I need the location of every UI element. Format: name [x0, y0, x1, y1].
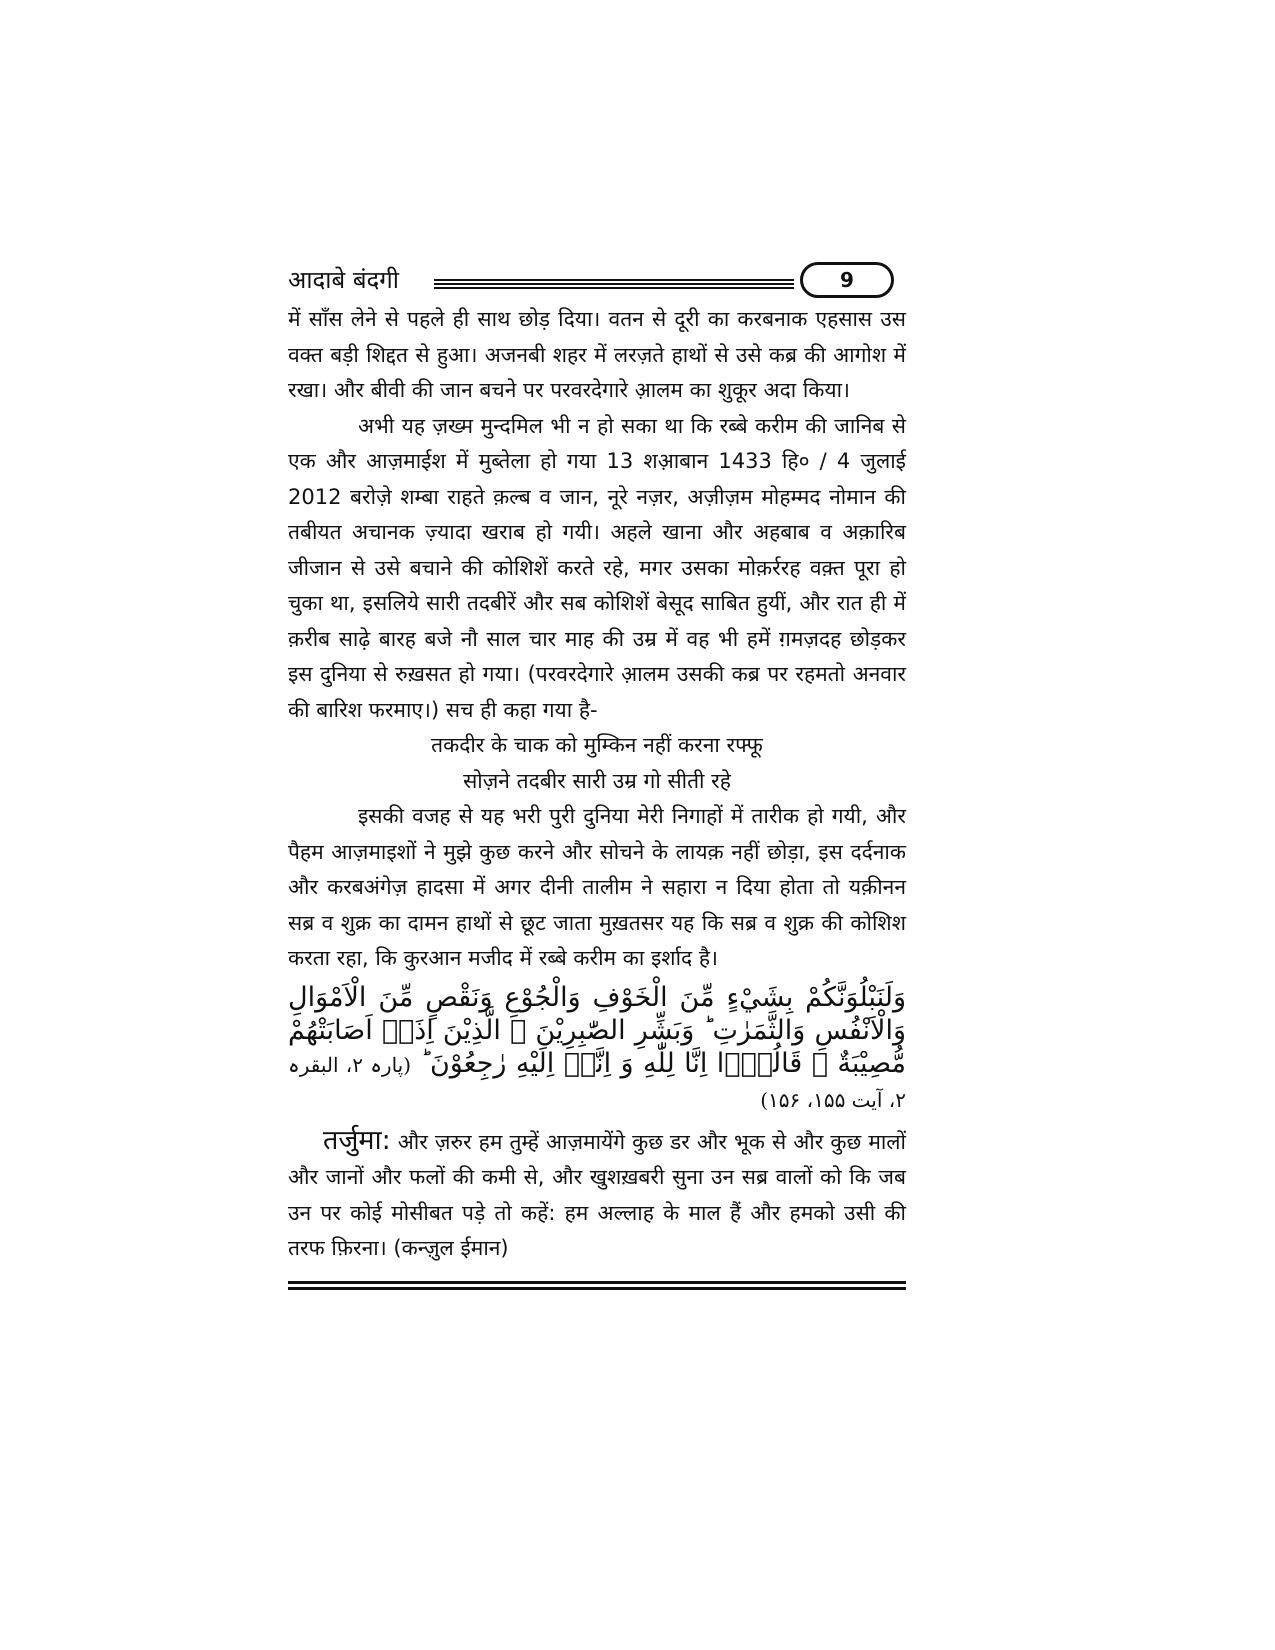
translation-label: तर्जुमा:	[323, 1124, 391, 1156]
page-header	[288, 262, 906, 302]
page-number: 9	[800, 262, 894, 298]
quran-verse	[288, 981, 906, 1117]
verse-reference: (پارہ ۲، البقرہ ۲، آیت ۱۵۵، ۱۵۶)	[288, 1052, 906, 1112]
footer-rule	[288, 1281, 906, 1290]
running-title: आदाबे बंदगी	[288, 266, 399, 294]
translation	[288, 1123, 906, 1267]
book-page	[288, 262, 906, 1293]
paragraph-2: अभी यह ज़ख्म मुन्दमिल भी न हो सका था कि रब्बे करीम की जानिब से एक और आज़माईश में मुब्तेला हो गया 13 शआ़बान 1433 हि० / 4 जुलाई 2012 बरोज़े शम्बा राहते क़ल्ब व जान, नूरे नज़र, अज़ीज़म मोहम्मद नोमान की तबीयत अचानक ज़्यादा खराब हो गयी। अहले खाना और अहबाब व अक़ारिब जीजान से उसे बचाने की कोशिशें करते रहे, मगर उसका मोक़र्ररह वक़्त पूरा हो चुका था, इसलिये सारी तदबीरें और सब कोशिशें बेसूद साबित हुयीं, और रात ही में क़रीब साढ़े बारह बजे नौ साल चार माह की उम्र में वह भी हमें ग़मज़दह छोड़कर इस दुनिया से रुख़सत हो गया। (परवरदेगारे आ़लम उसकी कब्र पर रहमतो अनवार की बारिश फरमाए।) सच ही कहा गया है-	[288, 413, 906, 722]
paragraph-1: में साँस लेने से पहले ही साथ छोड़ दिया। वतन से दूरी का करबनाक एहसास उस वक्त बड़ी शिद्दत से हुआ। अजनबी शहर में लरज़ते हाथों से उसे कब्र की आगोश में रखा। और बीवी की जान बचने पर परवरदेगारे आ़लम का शुकूर अदा किया।	[288, 307, 906, 402]
couplet-line-2: सोज़ने तदबीर सारी उम्र गो सीती रहे	[463, 768, 731, 793]
paragraph-3: इसकी वजह से यह भरी पुरी दुनिया मेरी निगाहों में तारीक हो गयी, और पैहम आज़माइशों ने मुझे कुछ करने और सोचने के लायक़ नहीं छोड़ा, इस दर्दनाक और करबअंगेज़ हादसा में अगर दीनी तालीम ने सहारा न दिया होता तो यक़ीनन सब्र व शुक्र का दामन हाथों से छूट जाता मुख़तसर यह कि सब्र व शुक्र की कोशिश करता रहा, कि कुरआन मजीद में रब्बे करीम का इर्शाद है।	[288, 804, 906, 970]
translation-text: और ज़रुर हम तुम्हें आज़मायेंगे कुछ डर और भूक से और कुछ मालों और जानों और फलों की कमी से, और खुशख़बरी सुना उन सब्र वालों को कि जब उन पर कोई मोसीबत पड़े तो कहें: हम अल्लाह के माल हैं और हमको उसी की तरफ फ़िरना। (कन्ज़ुल ईमान)	[288, 1129, 906, 1260]
couplet-line-1: तकदीर के चाक को मुम्किन नहीं करना रफ्फू	[431, 733, 763, 757]
header-rule	[434, 279, 794, 291]
quran-verse-text: وَلَنَبْلُوَنَّكُمْ بِشَيْءٍ مِّنَ الْخَوْفِ وَالْجُوْعِ وَنَقْصٍ مِّنَ الْاَمْوَالِ وَالْاَنْفُسِ وَالثَّمَرٰتِ ؕ وَبَشِّرِ الصّٰبِرِیْنَ ۙ الَّذِیْنَ اِذَاۤ اَصَابَتْهُمْ مُّصِیْبَةٌ ۙ قَالُوْۤا اِنَّا لِلّٰهِ وَ اِنَّاۤ اِلَیْهِ رٰجِعُوْنَ ؕ	[288, 981, 906, 1079]
